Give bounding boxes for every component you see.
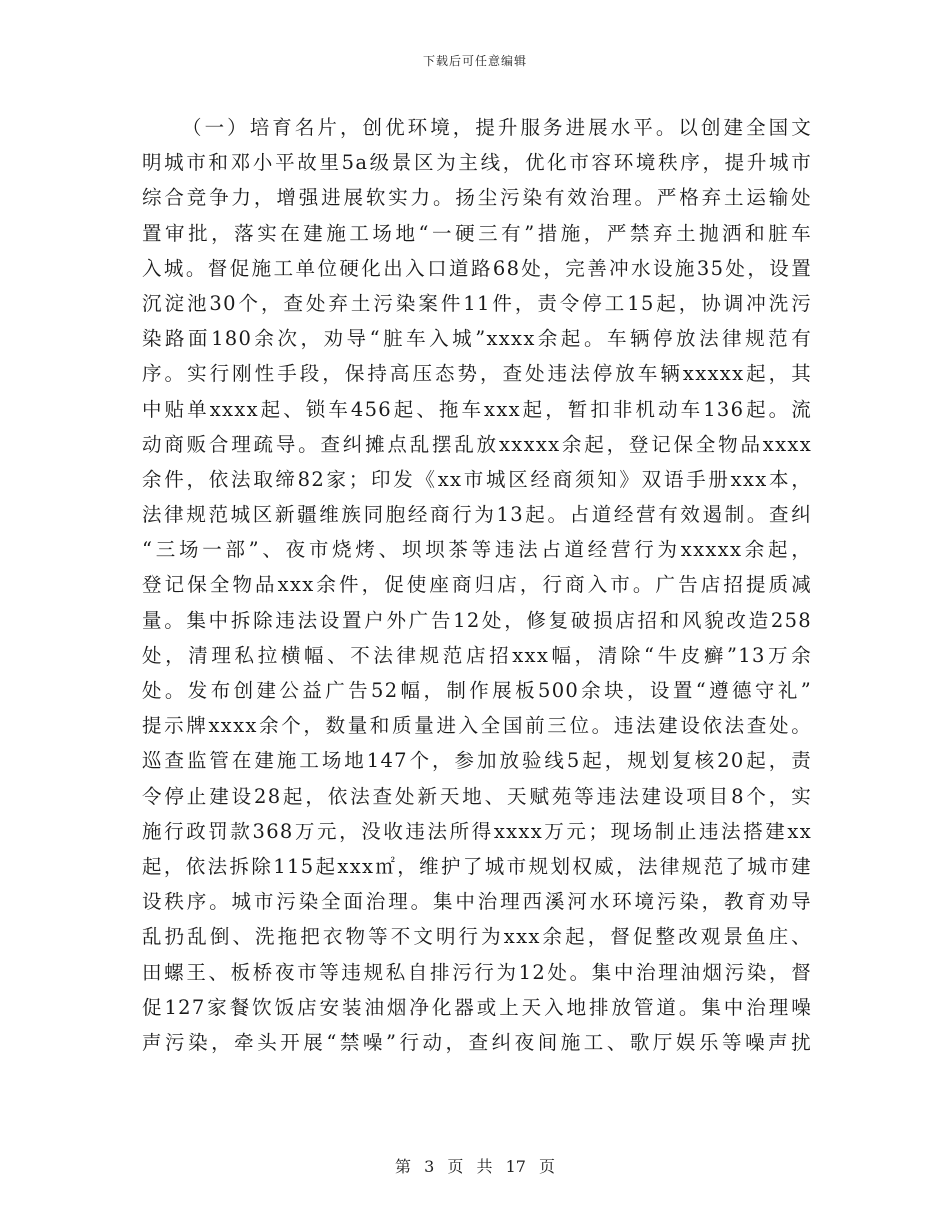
paragraph-line: 处。发布创建公益广告52幅，制作展板500余块，设置“遵德守礼” (142, 679, 812, 702)
paragraph-line: 中贴单xxxx起、锁车456起、拖车xxx起，暂扣非机动车136起。流 (142, 397, 812, 421)
document-body (142, 110, 812, 1060)
paragraph-line: 量。集中拆除违法设置户外广告12处，修复破损店招和风貌改造258 (142, 608, 812, 632)
paragraph-line: 令停止建设28起，依法查处新天地、天赋苑等违法建设项目8个，实 (142, 784, 812, 808)
paragraph-line: 促127家餐饮饭店安装油烟净化器或上天入地排放管道。集中治理噪 (142, 995, 812, 1019)
footer-total-word: 共 (476, 1157, 493, 1176)
paragraph-line: 登记保全物品xxx余件，促使座商归店，行商入市。广告店招提质减 (142, 573, 812, 597)
paragraph-line: 田螺王、板桥夜市等违规私自排污行为12处。集中治理油烟污染，督 (142, 960, 812, 984)
footer-page-word: 页 (447, 1157, 464, 1176)
paragraph-line: 染路面180余次，劝导“脏车入城”xxxx余起。车辆停放法律规范有 (142, 327, 812, 351)
paragraph-line: 动商贩合理疏导。查纠摊点乱摆乱放xxxxx余起，登记保全物品xxxx (142, 432, 812, 456)
paragraph-line: 处，清理私拉横幅、不法律规范店招xxx幅，清除“牛皮癣”13万余 (142, 643, 812, 667)
paragraph-line: 提示牌xxxx余个，数量和质量进入全国前三位。违法建设依法查处。 (142, 714, 812, 738)
footer-prefix: 第 (394, 1157, 411, 1176)
paragraph-line: 乱扔乱倒、洗拖把衣物等不文明行为xxx余起，督促整改观景鱼庄、 (142, 925, 812, 949)
paragraph-line: 法律规范城区新疆维族同胞经商行为13起。占道经营有效遏制。查纠 (142, 503, 812, 527)
paragraph-line: （一）培育名片，创优环境，提升服务进展水平。以创建全国文 (182, 116, 812, 139)
paragraph-line: 余件，依法取缔82家；印发《xx市城区经商须知》双语手册xxx本， (142, 467, 812, 491)
current-page-number: 3 (424, 1157, 435, 1176)
paragraph-line: 起，依法拆除115起xxx㎡，维护了城市规划权威，法律规范了城市建 (142, 854, 812, 878)
paragraph-line: 设秩序。城市污染全面治理。集中治理西溪河水环境污染，教育劝导 (142, 890, 812, 914)
paragraph-line: 沉淀池30个，查处弃土污染案件11件，责令停工15起，协调冲洗污 (142, 291, 812, 315)
paragraph-line: 施行政罚款368万元，没收违法所得xxxx万元；现场制止违法搭建xx (142, 819, 812, 843)
paragraph-line: 入城。督促施工单位硬化出入口道路68处，完善冲水设施35处，设置 (142, 256, 812, 280)
footer-suffix: 页 (539, 1157, 556, 1176)
paragraph-line: 明城市和邓小平故里5a级景区为主线，优化市容环境秩序，提升城市 (142, 151, 812, 175)
page-footer (0, 1154, 950, 1177)
paragraph-line: 序。实行刚性手段，保持高压态势，查处违法停放车辆xxxxx起，其 (142, 362, 812, 386)
paragraph-line: 声污染，牵头开展“禁噪”行动，查纠夜间施工、歌厅娱乐等噪声扰 (142, 1030, 812, 1054)
total-pages-number: 17 (505, 1157, 526, 1176)
page-header: 下载后可任意编辑 (422, 54, 527, 68)
paragraph-line: 综合竞争力，增强进展软实力。扬尘污染有效治理。严格弃土运输处 (142, 186, 812, 210)
paragraph-line: “三场一部”、夜市烧烤、坝坝茶等违法占道经营行为xxxxx余起， (142, 538, 812, 562)
paragraph-line: 置审批，落实在建施工场地“一硬三有”措施，严禁弃土抛洒和脏车 (142, 221, 812, 245)
paragraph-line: 巡查监管在建施工场地147个，参加放验线5起，规划复核20起，责 (142, 749, 812, 773)
